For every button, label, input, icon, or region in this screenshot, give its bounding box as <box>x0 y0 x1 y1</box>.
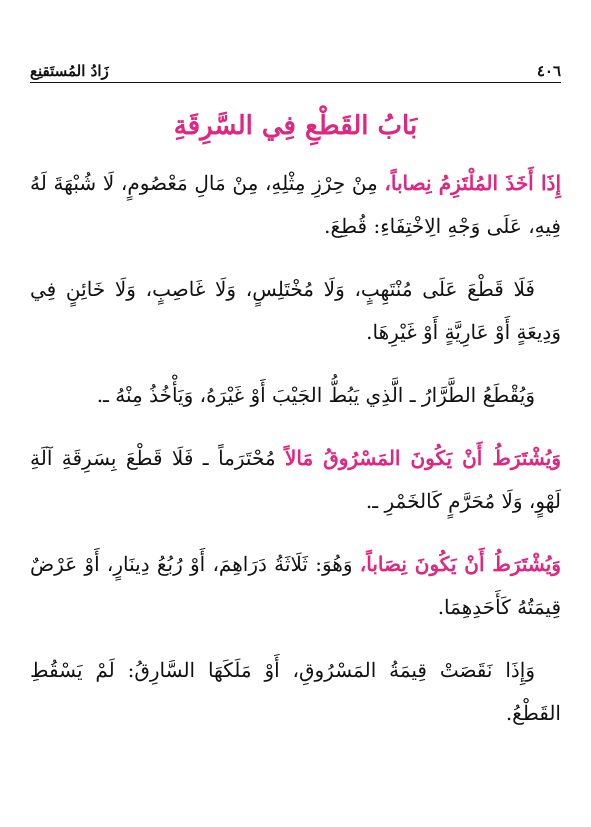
highlighted-phrase: وَيُشْتَرَطُ أَنْ يَكُونَ المَسْرُوقُ مَالاً <box>284 446 561 470</box>
paragraph-text: وَإِذَا نَقَصَتْ قِيمَةُ المَسْرُوقِ، أَوْ مَلَكَهَا السَّارِقُ: لَمْ يَسْقُطِ القَطْعُ. <box>30 658 561 725</box>
paragraph-2 <box>30 268 561 354</box>
paragraph-4 <box>30 437 561 523</box>
paragraph-text: وَيُقْطَعُ الطَّرَّارُ ـ الَّذِي يَبُطُّ الجَيْبَ أَوْ غَيْرَهُ، وَيَأْخُذُ مِنْهُ ـ. <box>96 383 535 407</box>
page-body <box>30 162 561 755</box>
page-number: ٤٠٦ <box>536 62 561 80</box>
paragraph-text: مُحْتَرَماً ـ فَلَا قَطْعَ بِسَرِقَةِ آلَةِ لَهْوٍ، وَلَا مُحَرَّمٍ كَالخَمْرِ ـ. <box>30 446 561 513</box>
running-title: زَادُ المُستَقنِع <box>30 62 109 80</box>
paragraph-3 <box>30 374 561 417</box>
paragraph-1 <box>30 162 561 248</box>
highlighted-phrase: إِذَا أَخَذَ المُلْتَزِمُ نِصاباً، <box>384 171 562 195</box>
paragraph-6 <box>30 649 561 735</box>
page-header <box>30 58 561 80</box>
paragraph-5 <box>30 543 561 629</box>
header-divider <box>30 82 561 83</box>
highlighted-phrase: وَيُشْتَرَطُ أَنْ يَكُونَ نِصَاباً، <box>359 552 561 576</box>
paragraph-text: فَلَا قَطْعَ عَلَى مُنْتَهِبٍ، وَلَا مُخْتَلِسٍ، وَلَا غَاصِبٍ، وَلَا خَائِنٍ فِي وَدِيعَةٍ أَوْ عَارِيَّةٍ أَوْ غَيْرِهَا. <box>30 277 561 344</box>
chapter-title: بَابُ القَطْعِ فِي السَّرِقَةِ <box>173 111 418 141</box>
paragraph-text: وَهُوَ: ثَلَاثَةُ دَرَاهِمَ، أَوْ رُبُعُ دِينَارٍ، أَوْ عَرْضٌ قِيمَتُهُ كَأَحَدِهِمَا. <box>30 552 561 619</box>
paragraph-text: مِنْ حِرْزِ مِثْلِهِ، مِنْ مَالِ مَعْصُومٍ، لَا شُبْهَةَ لَهُ فِيهِ، عَلَى وَجْهِ الِاخْتِفَاءِ: قُطِعَ. <box>30 171 561 238</box>
